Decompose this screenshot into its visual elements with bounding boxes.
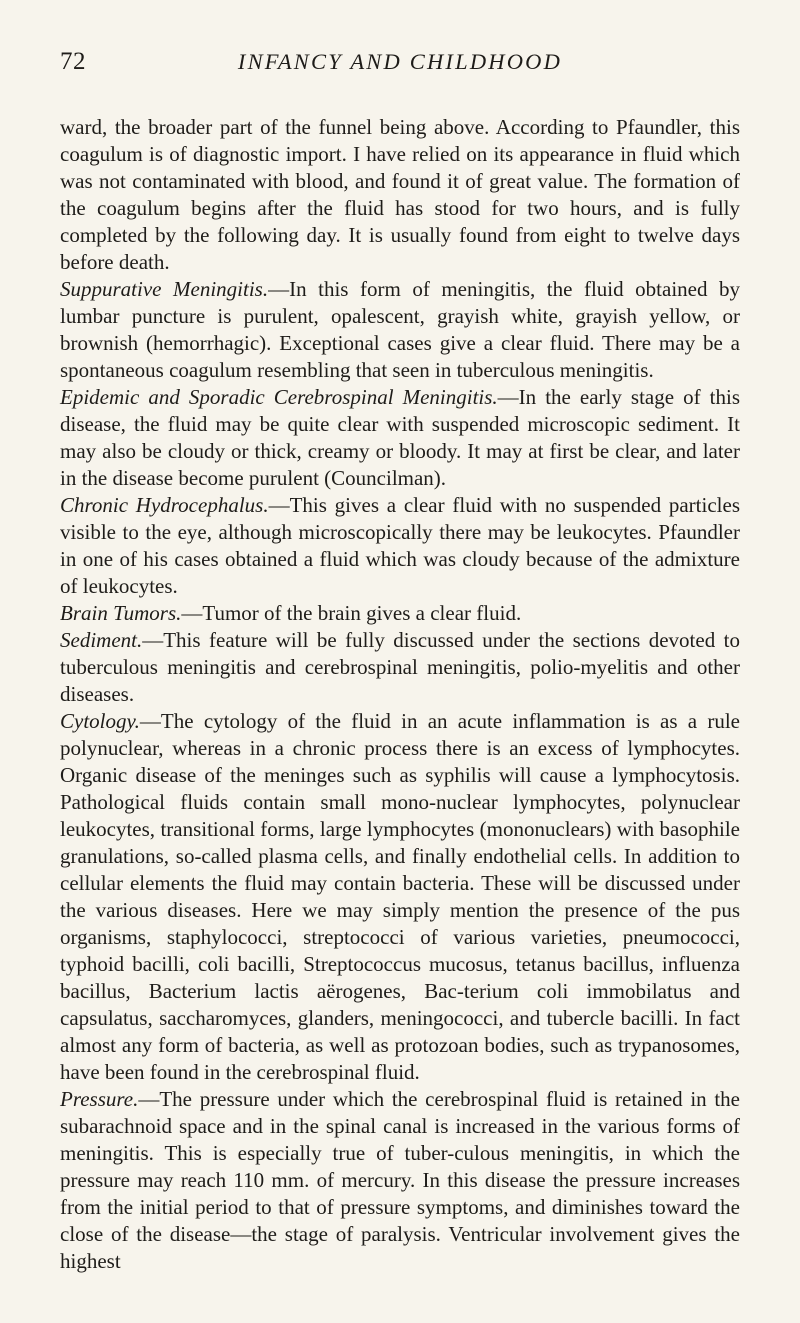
paragraph-heading: Brain Tumors. <box>60 601 182 625</box>
paragraph-heading: Epidemic and Sporadic Cerebrospinal Meningitis. <box>60 385 498 409</box>
paragraph-heading: Suppurative Meningitis. <box>60 277 269 301</box>
paragraph-epidemic-meningitis <box>60 384 740 492</box>
page-number: 72 <box>60 48 86 75</box>
paragraph-brain-tumors <box>60 600 740 627</box>
paragraph-text: —In the early stage of this disease, the fluid may be quite clear with suspended microscopic sediment. It may also be cloudy or thick, creamy or bloody. It may at first be clear, and later in the disease become purulent (Councilman). <box>60 385 740 490</box>
paragraph-text: —This feature will be fully discussed under the sections devoted to tuberculous meningitis and cerebrospinal meningitis, polio-myelitis and other diseases. <box>60 628 740 706</box>
body-text <box>60 114 740 1275</box>
paragraph-heading: Pressure. <box>60 1087 139 1111</box>
paragraph-heading: Chronic Hydrocephalus. <box>60 493 269 517</box>
paragraph-sediment <box>60 627 740 708</box>
paragraph-suppurative-meningitis <box>60 276 740 384</box>
paragraph-text: —This gives a clear fluid with no suspended particles visible to the eye, although microscopically there may be leukocytes. Pfaundler in one of his cases obtained a fluid which was cloudy because of the admixture of leukocytes. <box>60 493 740 598</box>
paragraph-heading: Sediment. <box>60 628 143 652</box>
paragraph-text: ward, the broader part of the funnel being above. According to Pfaundler, this coagulum is of diagnostic import. I have relied on its appearance in fluid which was not contaminated with blood, and found it of great value. The formation of the coagulum begins after the fluid has stood for two hours, and is fully completed by the following day. It is usually found from eight to twelve days before death. <box>60 115 740 274</box>
running-title: INFANCY AND CHILDHOOD <box>237 49 563 74</box>
paragraph-pressure <box>60 1086 740 1275</box>
running-head <box>60 48 740 88</box>
paragraph-coagulum <box>60 114 740 276</box>
paragraph-text: —The pressure under which the cerebrospinal fluid is retained in the subarachnoid space and in the spinal canal is increased in the various forms of meningitis. This is especially true of tuber-culous meningitis, in which the pressure may reach 110 mm. of mercury. In this disease the pressure increases from the initial period to that of pressure symptoms, and diminishes toward the close of the disease—the stage of paralysis. Ventricular involvement gives the highest <box>60 1087 740 1273</box>
paragraph-text: —In this form of meningitis, the fluid obtained by lumbar puncture is purulent, opalescent, grayish white, grayish yellow, or brownish (hemorrhagic). Exceptional cases give a clear fluid. There may be a spontaneous coagulum resembling that seen in tuberculous meningitis. <box>60 277 740 382</box>
paragraph-heading: Cytology. <box>60 709 140 733</box>
paragraph-cytology <box>60 708 740 1086</box>
paragraph-text: —Tumor of the brain gives a clear fluid. <box>181 601 522 625</box>
paragraph-chronic-hydrocephalus <box>60 492 740 600</box>
paragraph-text: —The cytology of the fluid in an acute inflammation is as a rule polynuclear, whereas in a chronic process there is an excess of lymphocytes. Organic disease of the meninges such as syphilis will cause a lymphocytosis. Pathological fluids contain small mono-nuclear lymphocytes, polynuclear leukocytes, transitional forms, large lymphocytes (mononuclears) with basophile granulations, so-called plasma cells, and finally endothelial cells. In addition to cellular elements the fluid may contain bacteria. These will be discussed under the various diseases. Here we may simply mention the presence of the pus organisms, staphylococci, streptococci of various varieties, pneumococci, typhoid bacilli, coli bacilli, Streptococcus mucosus, tetanus bacillus, influenza bacillus, Bacterium lactis aërogenes, Bac-terium coli immobilatus and capsulatus, saccharomyces, glanders, meningococci, and tubercle bacilli. In fact almost any form of bacteria, as well as protozoan bodies, such as trypanosomes, have been found in the cerebrospinal fluid. <box>60 709 740 1084</box>
